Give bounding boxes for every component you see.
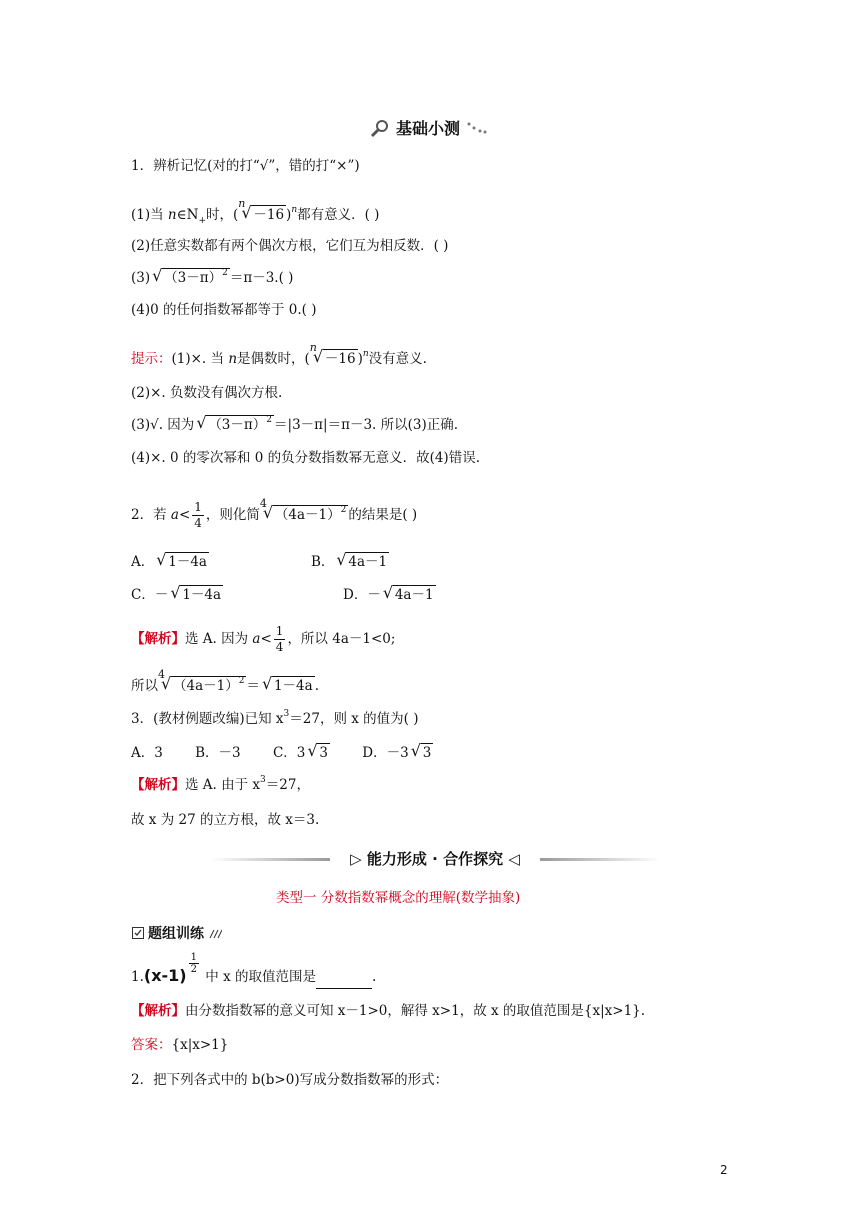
text: (3)√. 因为 bbox=[131, 417, 195, 433]
text: ，则化简 bbox=[205, 507, 260, 523]
text: ∈N bbox=[176, 207, 199, 223]
p1-answer bbox=[131, 1035, 228, 1055]
radical bbox=[156, 552, 209, 572]
root-index: 4 bbox=[158, 668, 165, 681]
root-index: n bbox=[309, 341, 317, 354]
group-heading bbox=[132, 923, 222, 943]
numerator: 1 bbox=[275, 624, 284, 638]
radical bbox=[411, 743, 434, 763]
group-title: 题组训练 bbox=[148, 926, 204, 942]
q2-solution bbox=[131, 624, 395, 655]
p1-solution bbox=[131, 1001, 645, 1021]
option-d bbox=[362, 745, 433, 761]
numerator: 1 bbox=[190, 952, 197, 963]
type1-title: 类型一 分数指数幂概念的理解(数学抽象) bbox=[276, 890, 521, 906]
radical bbox=[313, 349, 358, 369]
answer-blank bbox=[316, 974, 372, 989]
text: 3．(教材例题改编)已知 x bbox=[131, 711, 284, 727]
radicand bbox=[273, 505, 348, 526]
text: ＝27， bbox=[265, 777, 310, 793]
option-a: A．3 bbox=[131, 745, 163, 761]
q1-item2: (2)任意实数都有两个偶次方根，它们互为相反数．( ) bbox=[131, 238, 449, 254]
q1-stem: 1．辨析记忆(对的打“√”，错的打“×”) bbox=[131, 158, 360, 174]
magnifier-icon bbox=[370, 118, 390, 138]
exponent: 3 bbox=[260, 775, 266, 785]
q1-hint2: (2)×. 负数没有偶次方根. bbox=[131, 385, 283, 401]
subscript: + bbox=[198, 216, 206, 226]
radical bbox=[241, 205, 286, 225]
radical bbox=[161, 676, 246, 697]
denominator: 2 bbox=[190, 964, 197, 975]
q1-item1 bbox=[131, 197, 380, 227]
radicand: 1－4a bbox=[273, 678, 313, 694]
label: B． bbox=[311, 554, 335, 570]
radical bbox=[152, 268, 230, 289]
checkbox-icon bbox=[132, 927, 144, 939]
option-b: B．－3 bbox=[195, 745, 241, 761]
q1-hint3 bbox=[131, 415, 458, 436]
radical bbox=[307, 743, 330, 763]
text: 没有意义. bbox=[368, 351, 427, 367]
label: D．－ bbox=[343, 587, 381, 603]
text: . bbox=[314, 678, 319, 694]
var: n bbox=[228, 351, 238, 367]
section-banner-ability bbox=[210, 848, 660, 870]
q1-hint1 bbox=[131, 341, 427, 371]
text: 由分数指数幂的意义可知 x－1>0，解得 x>1，故 x 的取值范围是{x|x>1}. bbox=[185, 1003, 646, 1019]
radicand: 4a－1 bbox=[348, 554, 388, 570]
radicand: 3 bbox=[319, 745, 328, 761]
label: C．－ bbox=[131, 587, 169, 603]
text: （3－π） bbox=[164, 270, 223, 286]
exponent: n bbox=[362, 349, 369, 359]
page-number: 2 bbox=[720, 1163, 728, 1177]
text: < bbox=[260, 631, 272, 647]
radicand: 1－4a bbox=[182, 587, 222, 603]
text: 中 x 的取值范围是 bbox=[200, 969, 316, 985]
text: ＝27，则 x 的值为( ) bbox=[289, 711, 419, 727]
text: < bbox=[178, 507, 191, 523]
radical bbox=[336, 552, 389, 572]
var: a bbox=[170, 507, 179, 523]
text: 都有意义．( ) bbox=[297, 207, 380, 223]
radicand bbox=[206, 415, 274, 436]
radicand bbox=[162, 268, 230, 289]
exponent: 2 bbox=[266, 415, 273, 425]
expression: (x-1) bbox=[143, 966, 187, 985]
exponent: 2 bbox=[238, 676, 245, 686]
root-index: 4 bbox=[259, 497, 267, 510]
p2-stem: 2．把下列各式中的 b(b>0)写成分数指数幂的形式： bbox=[131, 1072, 449, 1088]
radicand: －16 bbox=[324, 351, 356, 367]
q1-item3 bbox=[131, 268, 293, 289]
arrow-left-icon: ◁ bbox=[508, 850, 520, 868]
section-title bbox=[210, 848, 660, 869]
text: ) bbox=[286, 207, 292, 223]
text: ＝|3－π|＝π－3. 所以(3)正确. bbox=[274, 417, 459, 433]
text: (1)当 bbox=[131, 207, 168, 223]
text: ＝π－3.( ) bbox=[229, 270, 294, 286]
radicand: －16 bbox=[253, 207, 285, 223]
radical bbox=[196, 415, 274, 436]
arrow-right-icon: ▷ bbox=[350, 850, 362, 868]
text: ＝ bbox=[246, 678, 260, 694]
text: 时，( bbox=[205, 207, 239, 223]
text: 1. bbox=[131, 969, 144, 985]
radical bbox=[263, 505, 348, 526]
radical bbox=[383, 585, 436, 605]
section-heading-basic bbox=[370, 116, 488, 139]
text: （4a－1） bbox=[274, 507, 341, 523]
dots-decoration-icon bbox=[466, 121, 488, 135]
text: (1)×. 当 bbox=[171, 351, 229, 367]
text: 2．若 bbox=[131, 507, 171, 523]
q1-item4: (4)0 的任何指数幂都等于 0.( ) bbox=[131, 302, 317, 318]
exponent: 2 bbox=[222, 268, 228, 278]
q3-stem bbox=[131, 709, 418, 731]
q2-option-c bbox=[131, 585, 223, 605]
section-title-text: 能力形成 · 合作探究 bbox=[366, 850, 504, 868]
radical bbox=[262, 676, 315, 696]
text: 所以 bbox=[131, 678, 158, 694]
q1-hint4: (4)×. 0 的零次幂和 0 的负分数指数幂无意义．故(4)错误. bbox=[131, 450, 480, 466]
q3-conclusion: 故 x 为 27 的立方根，故 x＝3. bbox=[131, 812, 320, 828]
text: （4a－1） bbox=[173, 678, 239, 694]
solution-label: 【解析】 bbox=[131, 631, 185, 647]
root-index: n bbox=[238, 197, 246, 210]
q2-stem bbox=[131, 497, 418, 531]
exponent: n bbox=[291, 205, 298, 215]
denominator: 4 bbox=[275, 640, 284, 654]
fraction bbox=[274, 624, 286, 655]
q2-option-d bbox=[343, 585, 436, 605]
text: 选 A. 因为 bbox=[185, 631, 253, 647]
text: ，所以 4a－1<0; bbox=[287, 631, 396, 647]
radical bbox=[170, 585, 223, 605]
text: 是偶数时，( bbox=[237, 351, 310, 367]
q2-option-b bbox=[311, 552, 389, 572]
numerator: 1 bbox=[194, 500, 202, 514]
var: n bbox=[167, 207, 177, 223]
q3-solution bbox=[131, 775, 310, 797]
radicand: 1－4a bbox=[168, 554, 207, 570]
exponent-fraction bbox=[189, 952, 199, 975]
hint-label: 提示： bbox=[131, 351, 172, 367]
text: D．－3 bbox=[362, 745, 409, 761]
solution-label: 【解析】 bbox=[131, 1003, 185, 1019]
text: . bbox=[371, 969, 377, 985]
section-title: 基础小测 bbox=[396, 119, 461, 138]
radicand: 3 bbox=[422, 745, 432, 761]
denominator: 4 bbox=[194, 516, 202, 530]
var: a bbox=[252, 631, 261, 647]
text: {x|x>1} bbox=[171, 1037, 229, 1053]
text: (3) bbox=[131, 270, 151, 286]
answer-label: 答案： bbox=[131, 1037, 172, 1053]
text: 选 A. 由于 x bbox=[185, 777, 261, 793]
q3-options bbox=[131, 743, 433, 763]
solution-label: 【解析】 bbox=[131, 777, 185, 793]
text: ) bbox=[357, 351, 363, 367]
radicand bbox=[171, 676, 246, 697]
fraction bbox=[192, 500, 204, 531]
p1-stem bbox=[131, 952, 377, 989]
text: C．3 bbox=[272, 745, 306, 761]
slash-decoration-icon bbox=[208, 927, 222, 939]
exponent: 2 bbox=[340, 505, 347, 515]
option-c bbox=[273, 745, 330, 761]
label: A． bbox=[131, 554, 155, 570]
q2-conclusion bbox=[131, 668, 319, 697]
text: （3－π） bbox=[208, 417, 267, 433]
exponent: 3 bbox=[283, 709, 290, 719]
q2-option-a bbox=[131, 552, 209, 572]
radicand: 4a－1 bbox=[394, 587, 434, 603]
text: 的结果是( ) bbox=[348, 507, 418, 523]
